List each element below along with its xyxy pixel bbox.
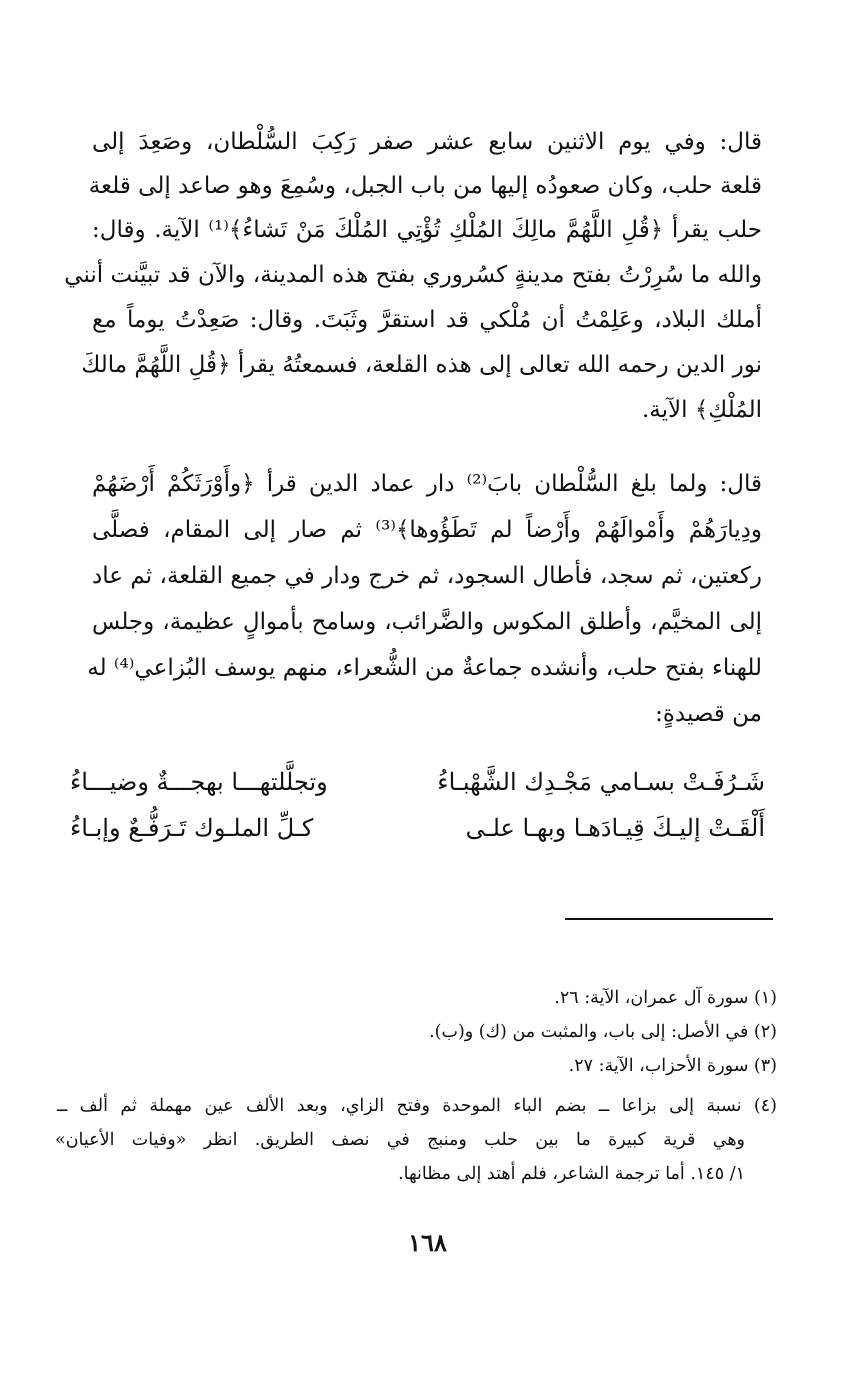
footnote-separator [565,918,773,920]
poem-verse-1-second-hemistich: وتجلَّلتهـــا بهجـــةٌ وضيـــاءُ [70,768,328,796]
footnote-2: (٢) في الأصل: إلى باب، والمثبت من (ك) و(ب). [429,1022,777,1042]
footnote-4-continuation-2: ١/ ١٤٥. أما ترجمة الشاعر، فلم أهتد إلى مظانها. [398,1164,745,1184]
footnote-3: (٣) سورة الأحزاب، الآية: ٢٧. [568,1056,777,1076]
paragraph2-line-5: للهناء بفتح حلب، وأنشده جماعةٌ من الشُّعراء، منهم يوسف البُزاعي⁽⁴⁾ له [87,655,762,681]
paragraph1-line-6: نور الدين رحمه الله تعالى إلى هذه القلعة، فسمعتُهُ يقرأ ﴿قُلِ اللَّهُمَّ مالكَ [81,352,762,378]
poem-verse-2-first-hemistich: أَلْقَـتْ إليـكَ قِيـادَهـا وبهـا علـى [465,814,765,842]
footnote-4-continuation-1: وهي قرية كبيرة ما بين حلب ومنبج في نصف الطريق. انظر «وفيات الأعيان» [55,1130,745,1150]
footnote-4: (٤) نسبة إلى بزاعا ــ بضم الباء الموحدة وفتح الزاي، وبعد الألف عين مهملة ثم ألف ــ [57,1096,777,1116]
footnote-1: (١) سورة آل عمران، الآية: ٢٦. [554,988,777,1008]
paragraph2-line-4: إلى المخيَّم، وأطلق المكوس والضَّرائب، وسامح بأموالٍ عظيمة، وجلس [92,609,762,635]
paragraph2-line-1: قال: ولما بلغ السُّلْطان بابَ⁽²⁾ دار عماد الدين قرأ ﴿وأَوْرَثَكُمْ أَرْضَهُمْ [92,471,763,497]
paragraph1-line-3: حلب يقرأ ﴿قُلِ اللَّهُمَّ مالِكَ المُلْكِ تُؤْتِي المُلْكَ مَنْ تَشاءُ﴾⁽¹⁾ الآية. وقال: [92,217,762,243]
page-number: ١٦٨ [408,1228,447,1257]
paragraph1-line-4: والله ما سُرِرْتُ بفتح مدينةٍ كسُروري بفتح هذه المدينة، والآن قد تبيَّنت أنني [64,262,762,288]
paragraph1-line-2: قلعة حلب، وكان صعودُه إليها من باب الجبل، وسُمِعَ وهو صاعد إلى قلعة [88,173,762,199]
paragraph2-line-3: ركعتين، ثم سجد، فأطال السجود، ثم خرج ودار في جميع القلعة، ثم عاد [92,563,762,589]
poem-verse-1-first-hemistich: شَـرُفَـتْ بسـامي مَجْـدِك الشَّهْبـاءُ [437,768,765,796]
poem-verse-2-second-hemistich: كـلِّ الملـوك تَـرَفُّـعٌ وإبـاءُ [70,814,314,842]
paragraph2-line-2: ودِيارَهُمْ وأَمْوالَهُمْ وأَرْضاً لم تَطَؤُوها﴾⁽³⁾ ثم صار إلى المقام، فصلَّى [92,517,762,543]
paragraph1-line-5: أملك البلاد، وعَلِمْتُ أن مُلْكي قد استقرَّ وثَبَتَ. وقال: صَعِدْتُ يوماً مع [92,307,762,333]
paragraph1-line-1: قال: وفي يوم الاثنين سابع عشر صفر رَكِبَ السُّلْطان، وصَعِدَ إلى [92,129,762,155]
paragraph2-line-6: من قصيدةٍ: [655,701,762,727]
paragraph1-line-7: المُلْكِ﴾ الآية. [641,397,762,423]
